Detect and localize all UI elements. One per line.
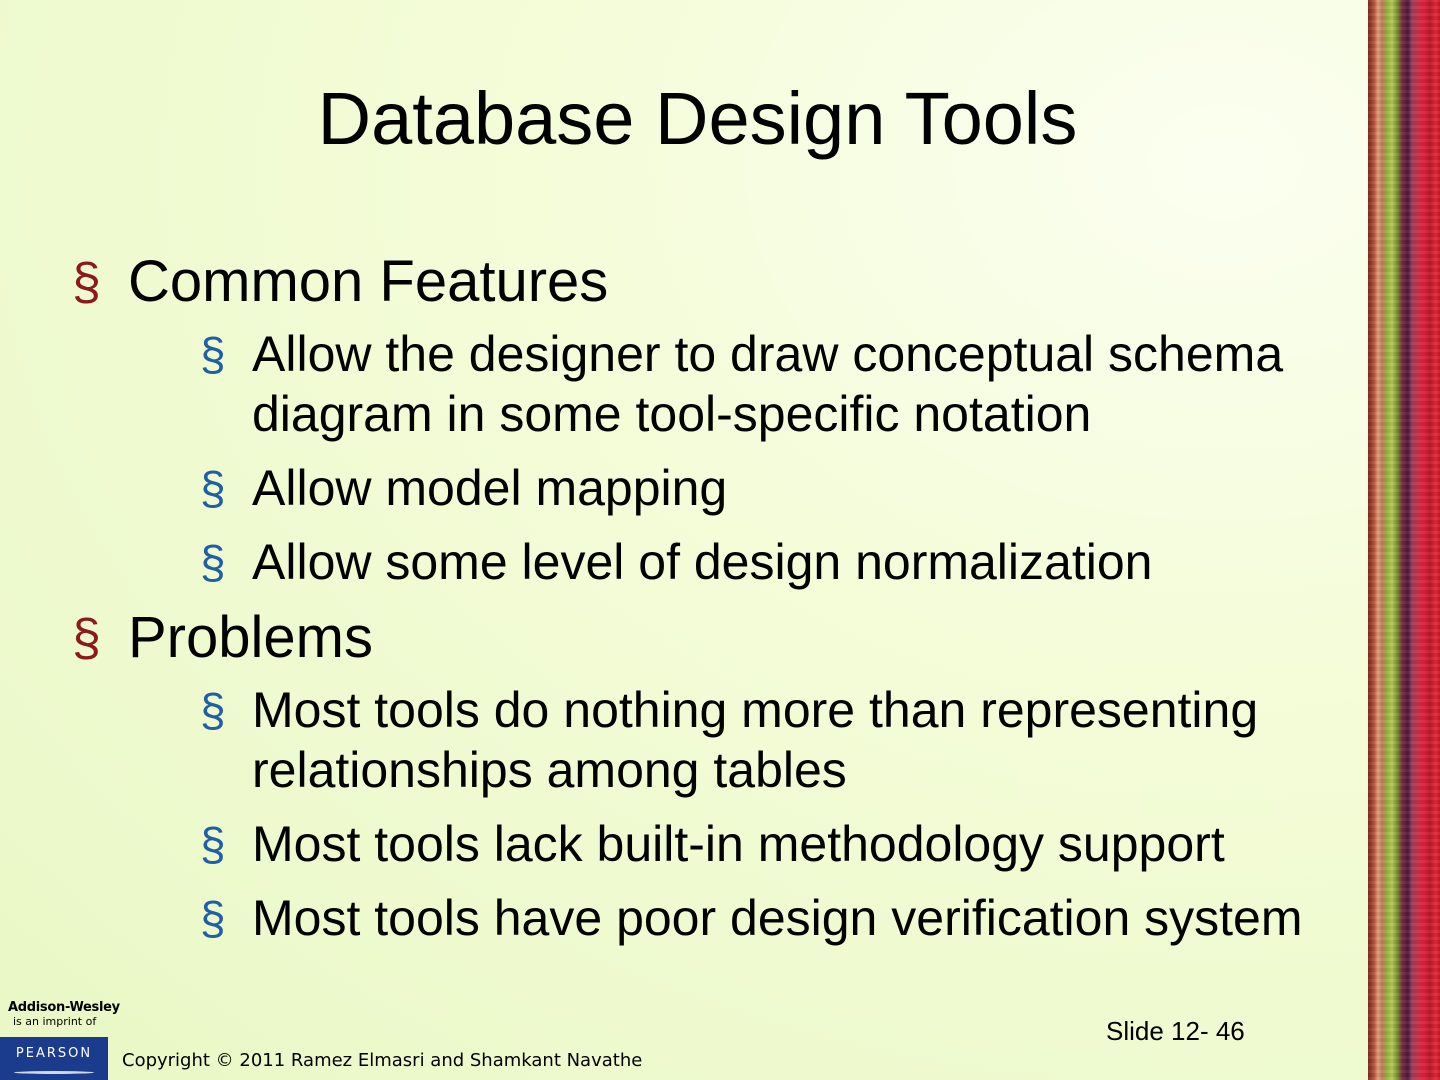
section-bullet-icon: § [200,536,226,588]
section-bullet-icon: § [200,818,226,870]
bullet-text: Common Features [128,249,609,314]
sub-bullet-item [190,888,1362,948]
bullet-item-common-features [72,250,1362,592]
sub-bullet-item [190,680,1362,800]
sub-bullet-item [190,458,1362,518]
decorative-stripe [1368,0,1440,1080]
addison-wesley-logo [8,1000,120,1028]
bullet-text: Problems [128,605,373,670]
bullet-item-problems [72,606,1362,948]
pearson-logo [0,1037,108,1080]
publisher-sub: is an imprint of [13,1015,97,1028]
sub-bullet-item [190,814,1362,874]
sub-bullet-text: Most tools do nothing more than representing relationships among tables [252,682,1259,798]
section-bullet-icon: § [200,462,226,514]
sub-bullet-text: Allow model mapping [252,460,728,516]
section-bullet-icon: § [72,609,101,667]
sub-bullet-item [190,532,1362,592]
sub-bullet-text: Most tools lack built-in methodology support [252,816,1225,872]
copyright-text: Copyright © 2011 Ramez Elmasri and Shamkant Navathe [122,1050,643,1071]
sub-bullet-text: Allow the designer to draw conceptual schema diagram in some tool-specific notation [252,326,1284,442]
sub-bullet-list [128,680,1362,948]
pearson-swoosh-icon [14,1071,94,1074]
bullet-list [72,250,1362,962]
section-bullet-icon: § [72,253,101,311]
sub-bullet-text: Most tools have poor design verification system [252,890,1303,946]
slide-number: Slide 12- 46 [1106,1016,1245,1046]
pearson-logo-text: PEARSON [15,1046,93,1061]
sub-bullet-text: Allow some level of design normalization [252,534,1153,590]
publisher-name: Addison-Wesley [8,1000,120,1015]
section-bullet-icon: § [200,892,226,944]
section-bullet-icon: § [200,328,226,380]
section-bullet-icon: § [200,684,226,736]
slide-title: Database Design Tools [317,77,1078,160]
sub-bullet-item [190,324,1362,444]
sub-bullet-list [128,324,1362,592]
